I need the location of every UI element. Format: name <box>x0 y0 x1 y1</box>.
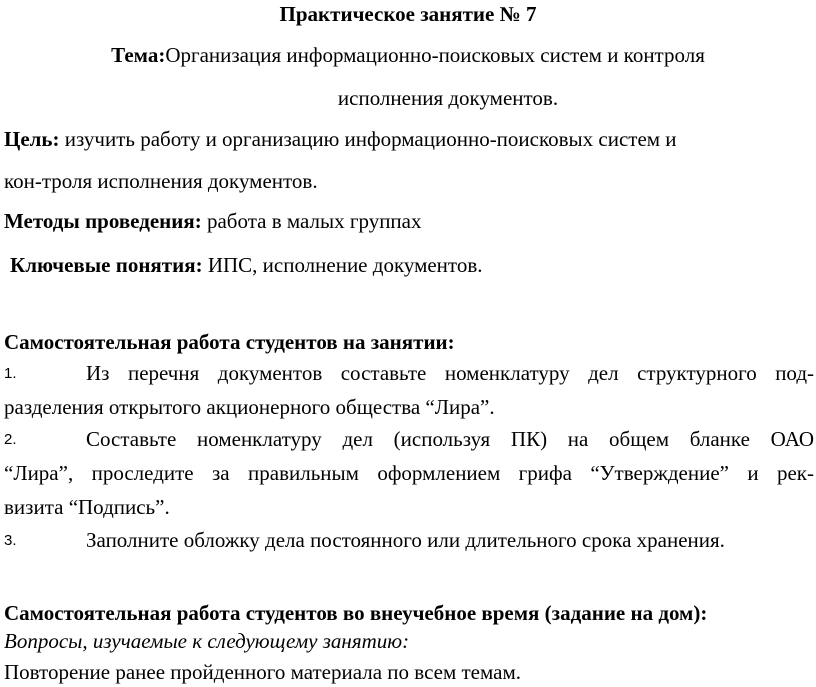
list-item-number: 3. <box>4 532 17 549</box>
topic-label: Тема: <box>111 43 166 67</box>
list-item-2-line-1: Составьте номенклатуру дел (используя ПК) на общем бланке ОАО <box>86 427 814 451</box>
goal-line-1 <box>4 129 677 150</box>
methods-label: Методы проведения: <box>4 209 202 233</box>
list-item-1-line-2: разделения открытого акционерного общества “Лира”. <box>4 395 495 419</box>
topic-line-1 <box>0 45 816 66</box>
homework-subheading: Вопросы, изучаемые к следующему занятию: <box>4 629 410 653</box>
topic-text: Организация информационно-поисковых систем и контроля <box>165 43 705 67</box>
goal-label: Цель: <box>4 127 60 151</box>
methods-value: работа в малых группах <box>206 209 422 233</box>
methods-line <box>4 211 422 232</box>
list-item-number: 2. <box>4 431 17 448</box>
list-item-2-line-2: “Лира”, проследите за правильным оформлением грифа “Утверждение” и рек- <box>4 461 814 485</box>
key-concepts-value: ИПС, исполнение документов. <box>207 253 483 277</box>
class-work-heading: Самостоятельная работа студентов на занятии: <box>4 330 455 354</box>
topic-line-2: исполнения документов. <box>337 86 559 110</box>
key-concepts-label: Ключевые понятия: <box>10 253 203 277</box>
key-concepts-line <box>10 255 482 276</box>
goal-line-2: кон-троля исполнения документов. <box>4 169 318 193</box>
list-item-3-line-1: Заполните обложку дела постоянного или длительного срока хранения. <box>86 528 725 552</box>
goal-text: изучить работу и организацию информационно-поисковых систем и <box>64 127 677 151</box>
homework-heading: Самостоятельная работа студентов во внеучебное время (задание на дом): <box>4 601 708 625</box>
list-item-number: 1. <box>4 365 17 382</box>
homework-text: Повторение ранее пройденного материала по всем темам. <box>4 660 522 684</box>
page-title: Практическое занятие № 7 <box>279 2 537 26</box>
list-item-1-line-1: Из перечня документов составьте номенклатуру дел структурного под- <box>86 361 814 385</box>
list-item-2-line-3: визита “Подпись”. <box>4 495 170 519</box>
